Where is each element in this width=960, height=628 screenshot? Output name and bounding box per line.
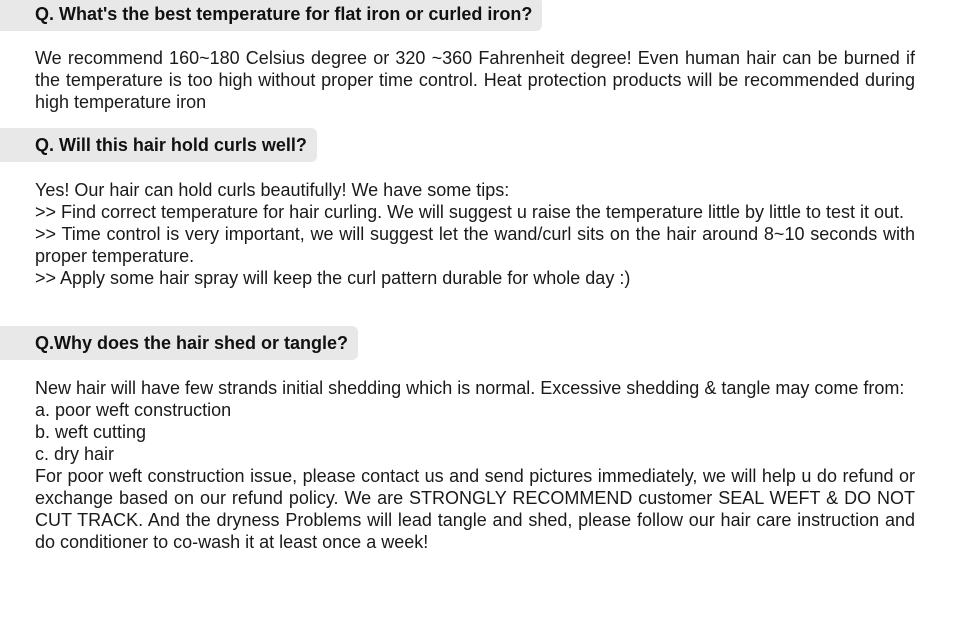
tip-item: >> Apply some hair spray will keep the curl pattern durable for whole day :) (35, 268, 631, 288)
cause-item: b. weft cutting (35, 422, 147, 442)
tip-item: >> Time control is very important, we will suggest let the wand/curl sits on the hair around 8~10 seconds with proper temperature. (35, 224, 915, 266)
answer-intro: New hair will have few strands initial shedding which is normal. Excessive shedding & tangle may come from: (35, 378, 905, 398)
answer-text: We recommend 160~180 Celsius degree or 320 ~360 Fahrenheit degree! Even human hair can be burned if the temperature is too high without proper time control. Heat protection products will be recommended during high temperature iron (35, 48, 915, 112)
question-text: Q. What's the best temperature for flat iron or curled iron? (35, 4, 533, 24)
question-text: Q.Why does the hair shed or tangle? (35, 333, 349, 353)
faq-answer-shed (35, 377, 915, 553)
answer-intro: Yes! Our hair can hold curls beautifully! We have some tips: (35, 180, 510, 200)
question-text: Q. Will this hair hold curls well? (35, 135, 307, 155)
answer-outro: For poor weft construction issue, please contact us and send pictures immediately, we will help u do refund or exchange based on our refund policy. We are STRONGLY RECOMMEND customer SEAL WEFT & DO NOT CUT TRACK. And the dryness Problems will lead tangle and shed, please follow our hair care instruction and do conditioner to co-wash it at least once a week! (35, 466, 915, 552)
faq-question-curls (0, 128, 317, 162)
causes-list (35, 399, 915, 465)
faq-answer-curls (35, 179, 915, 289)
faq-question-temperature (0, 0, 542, 31)
faq-question-shed (0, 326, 358, 360)
tip-item: >> Find correct temperature for hair curling. We will suggest u raise the temperature little by little to test it out. (35, 202, 905, 222)
cause-item: a. poor weft construction (35, 400, 232, 420)
cause-item: c. dry hair (35, 444, 115, 464)
faq-answer-temperature (35, 47, 915, 113)
tips-list (35, 201, 915, 289)
